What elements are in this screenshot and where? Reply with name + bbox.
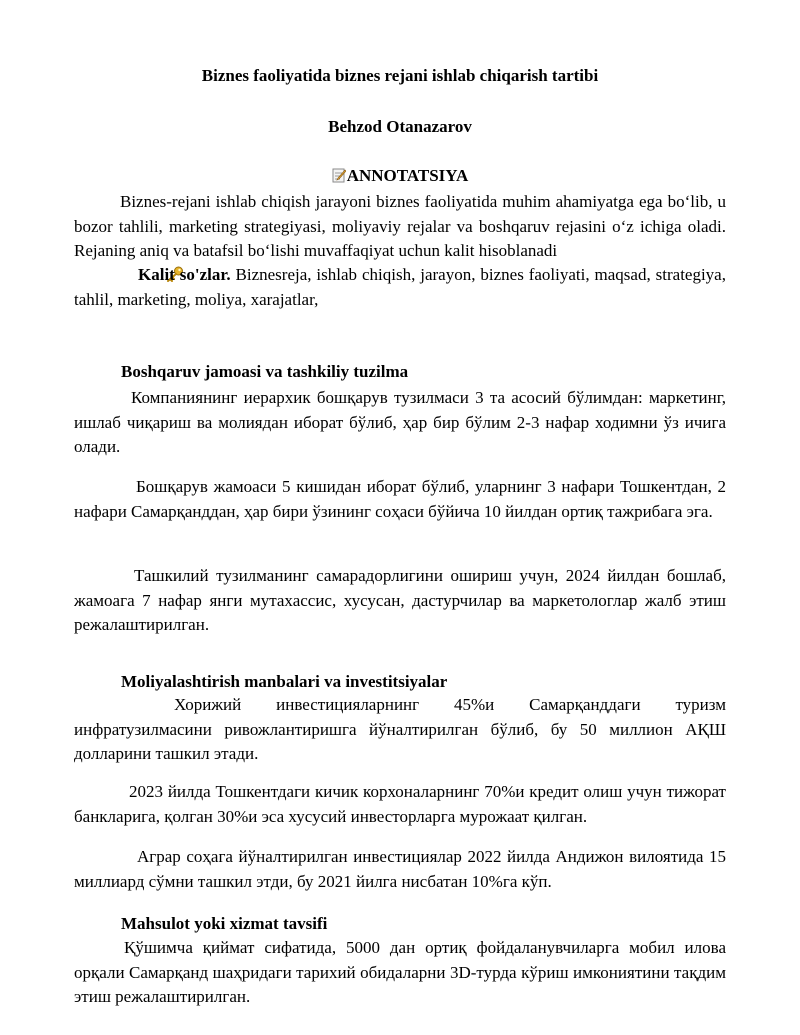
section-paragraph: Ташкилий тузилманинг самарадорлигини ошириш учун, 2024 йилдан бошлаб, жамоага 7 нафар янги мутахассис, хусусан, дастурчилар ва маркетологлар жалб этиш режалаштирилган. bbox=[74, 566, 726, 634]
keywords-label: Kalit so'zlar. bbox=[138, 265, 231, 284]
section-paragraph: Компаниянинг иерархик бошқарув тузилмаси 3 та асосий бўлимдан: маркетинг, ишлаб чиқариш ва молиядан иборат бўлиб, ҳар бир бўлим 2-3 нафар ходимни ўз ичига олади. bbox=[74, 388, 726, 456]
annotation-heading: ANNOTATSIYA bbox=[346, 166, 469, 185]
section-paragraph: 2023 йилда Тошкентдаги кичик корхоналарнинг 70%и кредит олиш учун тижорат банкларига, қолган 30%и эса хусусий инвесторларга мурожаат қилган. bbox=[74, 782, 726, 826]
document-title: Biznes faoliyatida biznes rejani ishlab chiqarish tartibi bbox=[201, 66, 599, 85]
section-paragraph: Хорижий инвестицияларнинг 45%и Самарқанддаги туризм инфратузилмасини ривожлантиришга йўналтирилган бўлиб, бу 50 миллион АҚШ долларини ташкил этади. bbox=[74, 695, 726, 763]
memo-icon bbox=[332, 168, 346, 183]
section-heading-financing: Moliyalashtirish manbalari va investitsiyalar bbox=[121, 672, 448, 691]
keywords-text: Biznesreja, ishlab chiqish, jarayon, biznes faoliyati, maqsad, strategiya, tahlil, marketing, moliya, xarajatlar, bbox=[74, 265, 726, 309]
annotation-text: Biznes-rejani ishlab chiqish jarayoni biznes faoliyatida muhim ahamiyatga ega bo‘lib, u bozor tahlili, marketing strategiyasi, moliyaviy rejalar va boshqaruv rejasini o‘z ichiga oladi. Rejaning aniq va batafsil bo‘lishi muvaffaqiyat uchun kalit hisoblanadi bbox=[74, 192, 726, 260]
key-icon bbox=[120, 265, 138, 281]
section-paragraph: Қўшимча қиймат сифатида, 5000 дан ортиқ фойдаланувчиларга мобил илова орқали Самарқанд шаҳридаги тарихий обидаларни 3D-турда кўриш имкониятини тақдим этиш режалаштирилган. bbox=[74, 938, 726, 1006]
keywords-paragraph bbox=[74, 263, 726, 312]
section-heading-product: Mahsulot yoki xizmat tavsifi bbox=[121, 914, 328, 933]
section-heading-management: Boshqaruv jamoasi va tashkiliy tuzilma bbox=[121, 362, 409, 381]
section-paragraph: Бошқарув жамоаси 5 кишидан иборат бўлиб, уларнинг 3 нафари Тошкентдан, 2 нафари Самарқанддан, ҳар бири ўзининг соҳаси бўйича 10 йилдан ортиқ тажрибага эга. bbox=[74, 477, 726, 521]
section-paragraph: Аграр соҳага йўналтирилган инвестициялар 2022 йилда Андижон вилоятида 15 миллиард сўмни ташкил этди, бу 2021 йилга нисбатан 10%га кўп. bbox=[74, 847, 726, 891]
author-name: Behzod Otanazarov bbox=[328, 117, 472, 136]
annotation-heading-line bbox=[0, 166, 800, 186]
